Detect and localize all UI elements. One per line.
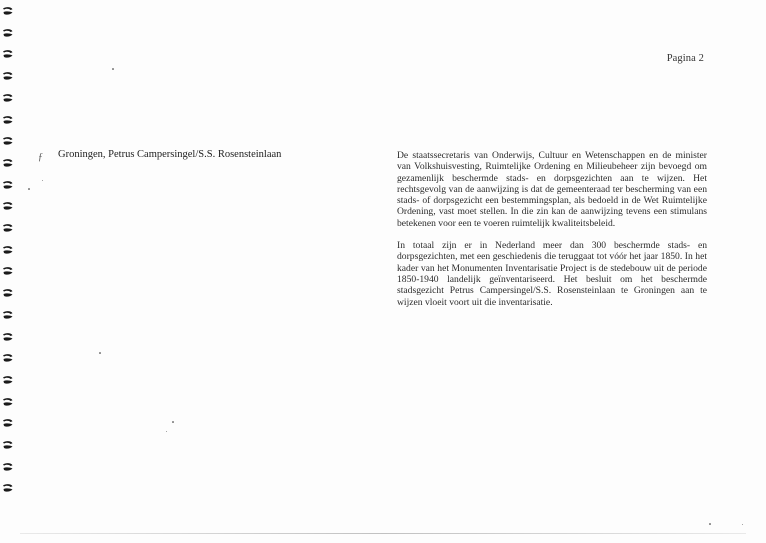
spiral-ring-icon [2, 115, 14, 125]
scan-speck [42, 180, 43, 181]
spiral-ring-icon [2, 223, 14, 233]
title-mark: ƒ [38, 152, 43, 163]
scan-speck [112, 68, 114, 70]
spiral-ring-icon [2, 93, 14, 103]
spiral-ring-icon [2, 440, 14, 450]
spiral-ring-icon [2, 397, 14, 407]
scan-speck [172, 421, 174, 423]
spiral-ring-icon [2, 158, 14, 168]
document-title: Groningen, Petrus Campersingel/S.S. Rosensteinlaan [58, 149, 282, 160]
spiral-ring-icon [2, 180, 14, 190]
spiral-ring-icon [2, 71, 14, 81]
spiral-ring-icon [2, 332, 14, 342]
spiral-ring-icon [2, 49, 14, 59]
spiral-ring-icon [2, 266, 14, 276]
spiral-binding [2, 6, 16, 516]
scan-speck [742, 524, 743, 525]
spiral-ring-icon [2, 310, 14, 320]
page-edge-line [20, 533, 746, 534]
spiral-ring-icon [2, 288, 14, 298]
body-text [397, 150, 707, 319]
spiral-ring-icon [2, 483, 14, 493]
spiral-ring-icon [2, 245, 14, 255]
spiral-ring-icon [2, 462, 14, 472]
spiral-ring-icon [2, 136, 14, 146]
scan-speck [28, 188, 30, 190]
scan-speck [99, 352, 101, 354]
paragraph-1: De staatssecretaris van Onderwijs, Cultuur en Wetenschappen en de minister van Volkshuisvesting, Ruimtelijke Ordening en Milieubeheer zijn bevoegd om gezamenlijk beschermde stads- en dorpsgezichten aan te wijzen. Het rechtsgevolg van de aanwijzing is dat de gemeenteraad ter bescherming van een stads- of dorpsgezicht een bestemmingsplan, als bedoeld in de Wet Ruimtelijke Ordening, vast moet stellen. In die zin kan de aanwijzing tevens een stimulans betekenen voor een te voeren ruimtelijk kwaliteitsbeleid. [397, 150, 707, 229]
scan-speck [166, 431, 167, 432]
spiral-ring-icon [2, 353, 14, 363]
page-number: Pagina 2 [666, 53, 704, 64]
spiral-ring-icon [2, 28, 14, 38]
paragraph-2: In totaal zijn er in Nederland meer dan 300 beschermde stads- en dorpsgezichten, met een geschiedenis die teruggaat tot vóór het jaar 1850. In het kader van het Monumenten Inventarisatie Project is de stedebouw uit de periode 1850-1940 landelijk geïnventariseerd. Het besluit om het beschermde stadsgezicht Petrus Campersingel/S.S. Rosensteinlaan te Groningen aan te wijzen vloeit voort uit die inventarisatie. [397, 240, 707, 308]
spiral-ring-icon [2, 375, 14, 385]
spiral-ring-icon [2, 201, 14, 211]
spiral-ring-icon [2, 418, 14, 428]
spiral-ring-icon [2, 6, 14, 16]
scan-speck [709, 523, 711, 525]
